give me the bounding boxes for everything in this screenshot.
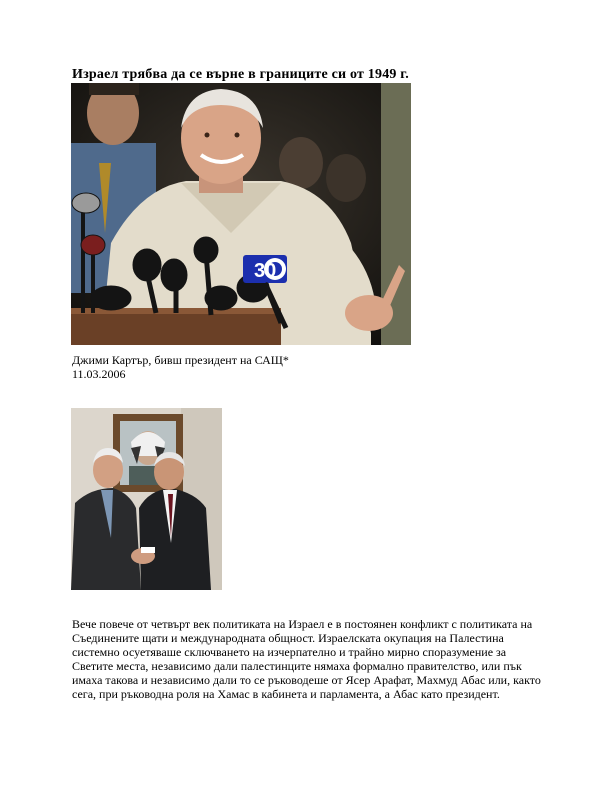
handshake-photo (71, 408, 222, 590)
caption-name: Джими Картър, бивш президент на САЩ* (72, 353, 289, 367)
photo-caption (72, 353, 289, 381)
article-paragraph: Вече повече от четвърт век политиката на Израел е в постоянен конфликт с политиката на Съединените щати и международната общност. Израелската окупация на Палестина системно осуетяваше сключването на изчерпателно и трайно мирно споразумение за Светите места, независимо дали палестинците нямаха формално правителство, или пък имаха такова и независимо дали то се ръководеше от Ясер Арафат, Махмуд Абас или, както сега, при ръководна роля на Хамас в кабинета и парламента, а Абас като президент. (72, 617, 541, 701)
caption-date: 11.03.2006 (72, 367, 126, 381)
article-title: Израел трябва да се върне в границите си от 1949 г. (72, 67, 409, 82)
mic-flag-logo: 30 (254, 260, 277, 282)
carter-press-photo (71, 83, 411, 345)
